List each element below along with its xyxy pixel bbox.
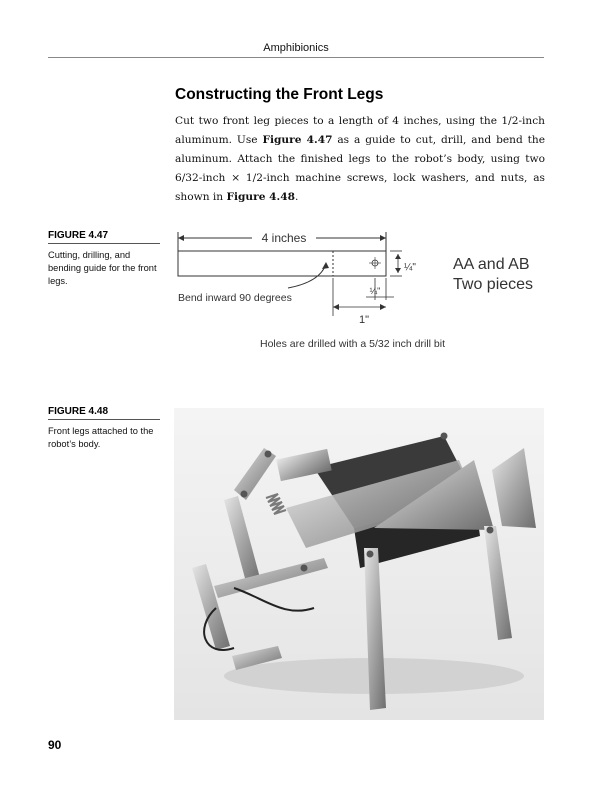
arrowhead-icon bbox=[395, 254, 401, 259]
figure-rule-4-47 bbox=[48, 243, 160, 244]
screw-icon bbox=[441, 433, 448, 440]
figure-label-4-48: FIGURE 4.48 bbox=[48, 406, 109, 417]
width-label: ¼" bbox=[404, 262, 416, 273]
body-paragraph bbox=[175, 112, 545, 207]
arrowhead-icon bbox=[333, 304, 339, 310]
para-text-3: . bbox=[294, 191, 299, 203]
part-qty-label: Two pieces bbox=[453, 276, 534, 293]
hole-offset-label: ¼" bbox=[369, 286, 381, 296]
figure-rule-4-48 bbox=[48, 419, 160, 420]
page-number: 90 bbox=[48, 738, 62, 752]
screw-icon bbox=[265, 451, 272, 458]
arrowhead-icon bbox=[178, 235, 184, 241]
running-head: Amphibionics bbox=[263, 42, 329, 54]
screw-icon bbox=[487, 527, 494, 534]
header-rule bbox=[48, 57, 544, 58]
drill-note: Holes are drilled with a 5/32 inch drill bit bbox=[260, 338, 446, 350]
figure-label-4-47: FIGURE 4.47 bbox=[48, 230, 109, 241]
screw-icon bbox=[367, 551, 374, 558]
part-id-label: AA and AB bbox=[453, 256, 530, 273]
bend-label: Bend inward 90 degrees bbox=[178, 292, 292, 304]
para-text-2: as a guide to cut, drill, and bend the aluminum. Attach the finished legs to the robot’s body, using two 6/32-inch × 1/2-inch machine screws, lock washers, and nuts, as shown in bbox=[175, 134, 545, 203]
figure-caption-4-47: Cutting, drilling, and bending guide for the front legs. bbox=[48, 250, 157, 286]
arrowhead-icon bbox=[380, 304, 386, 310]
aluminum-strip bbox=[178, 251, 386, 276]
screw-icon bbox=[241, 491, 248, 498]
screw-icon bbox=[301, 565, 308, 572]
figure-ref-4-48: Figure 4.48 bbox=[226, 191, 295, 203]
leg-cutting-diagram bbox=[170, 222, 550, 362]
figure-ref-4-47: Figure 4.47 bbox=[262, 134, 333, 146]
section-title: Constructing the Front Legs bbox=[175, 86, 384, 103]
length-label: 4 inches bbox=[261, 231, 307, 245]
arrowhead-icon bbox=[395, 268, 401, 273]
robot-photo bbox=[174, 408, 544, 720]
one-inch-label: 1" bbox=[358, 314, 370, 326]
para-text-1: Cut two front leg pieces to a length of 4 inches, using the 1/2-inch aluminum. Use bbox=[175, 115, 545, 146]
arrowhead-icon bbox=[380, 235, 386, 241]
figure-caption-4-48: Front legs attached to the robot’s body. bbox=[48, 426, 154, 449]
